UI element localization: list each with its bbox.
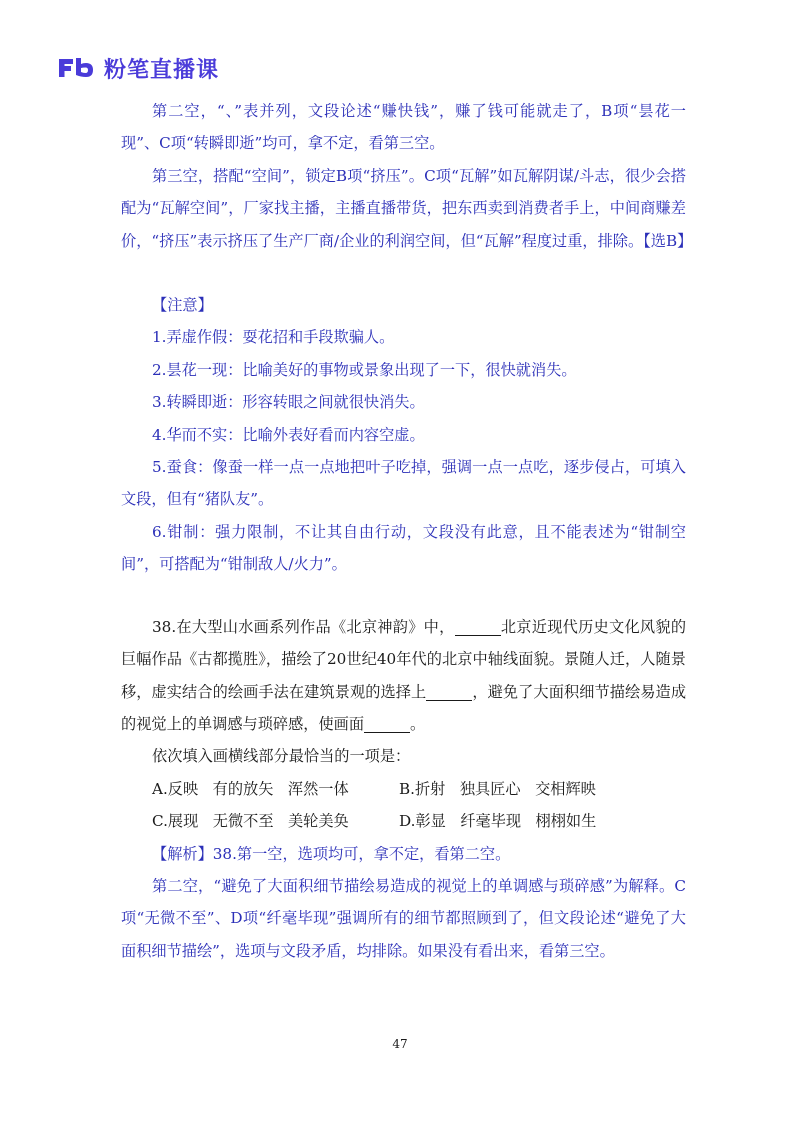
note-item: 3.转瞬即逝：形容转眼之间就很快消失。: [152, 393, 425, 412]
option-c: C.展现 无微不至 美轮美奂: [152, 812, 349, 831]
note-item: 6.钳制：强力限制，不让其自由行动，文段没有此意，且不能表述为“钳制空间”，可搭配为“钳制敌人/火力”。: [121, 522, 686, 574]
brand-name: 粉笔直播课: [104, 57, 220, 83]
analysis-paragraph: 第二空，“、”表并列，文段论述“赚快钱”，赚了钱可能就走了，B项“昙花一现”、C项“转瞬即逝”均可，拿不定，看第三空。: [121, 102, 686, 153]
page-number: 47: [392, 1037, 408, 1051]
fenbi-logo-icon: [56, 56, 96, 80]
fill-blank: [426, 682, 472, 701]
option-d: D.彰显 纤毫毕现 栩栩如生: [399, 812, 597, 831]
note-item: 4.华而不实：比喻外表好看而内容空虚。: [152, 425, 425, 444]
option-b: B.折射 独具匠心 交相辉映: [399, 779, 596, 798]
answer-options: [121, 773, 686, 838]
fill-blank: [364, 714, 410, 733]
question-text: 北京近现代历史文化风貌的巨幅作品《古都揽胜》，描绘了20世纪40年代的北京中轴线面貌。景随人迁，人随景移，虚实结合的绘画手法在建筑景观的选择上: [121, 617, 687, 701]
question-text: 。: [410, 714, 426, 733]
fill-blank: [455, 617, 501, 636]
analysis-paragraph: 【解析】38.第一空，选项均可，拿不定，看第二空。: [152, 844, 511, 863]
question-text: ，避免了大面积细节描绘易造成的视觉上的单调感与琐碎感，使画面: [121, 682, 687, 733]
page-content: [121, 95, 693, 967]
notes-title: 【注意】: [152, 296, 213, 315]
note-item: 2.昙花一现：比喻美好的事物或景象出现了一下，很快就消失。: [152, 360, 577, 379]
analysis-paragraph: 第二空，“避免了大面积细节描绘易造成的视觉上的单调感与琐碎感”为解释。C项“无微不至”、D项“纤毫毕现”强调所有的细节都照顾到了，但文段论述“避免了大面积细节描绘”，选项与文段矛盾，均排除。如果没有看出来，看第三空。: [121, 876, 686, 960]
header: [56, 50, 219, 86]
question-stem: [121, 611, 686, 741]
question-text: 38.在大型山水画系列作品《北京神韵》中，: [152, 617, 455, 636]
analysis-paragraph: 第三空，搭配“空间”，锁定B项“挤压”。C项“瓦解”如瓦解阴谋/斗志，很少会搭配为“瓦解空间”，厂家找主播，主播直播带货，把东西卖到消费者手上，中间商赚差价，“挤压”表示挤压了生产厂商/企业的利润空间，但“瓦解”程度过重，排除。【选B】: [121, 166, 693, 250]
note-item: 5.蚕食：像蚕一样一点一点地把叶子吃掉，强调一点一点吃，逐步侵占，可填入文段，但有“猪队友”。: [121, 458, 686, 509]
question-prompt: 依次填入画横线部分最恰当的一项是：: [152, 747, 411, 766]
note-item: 1.弄虚作假：耍花招和手段欺骗人。: [152, 328, 395, 347]
option-a: A.反映 有的放矢 浑然一体: [152, 779, 349, 798]
